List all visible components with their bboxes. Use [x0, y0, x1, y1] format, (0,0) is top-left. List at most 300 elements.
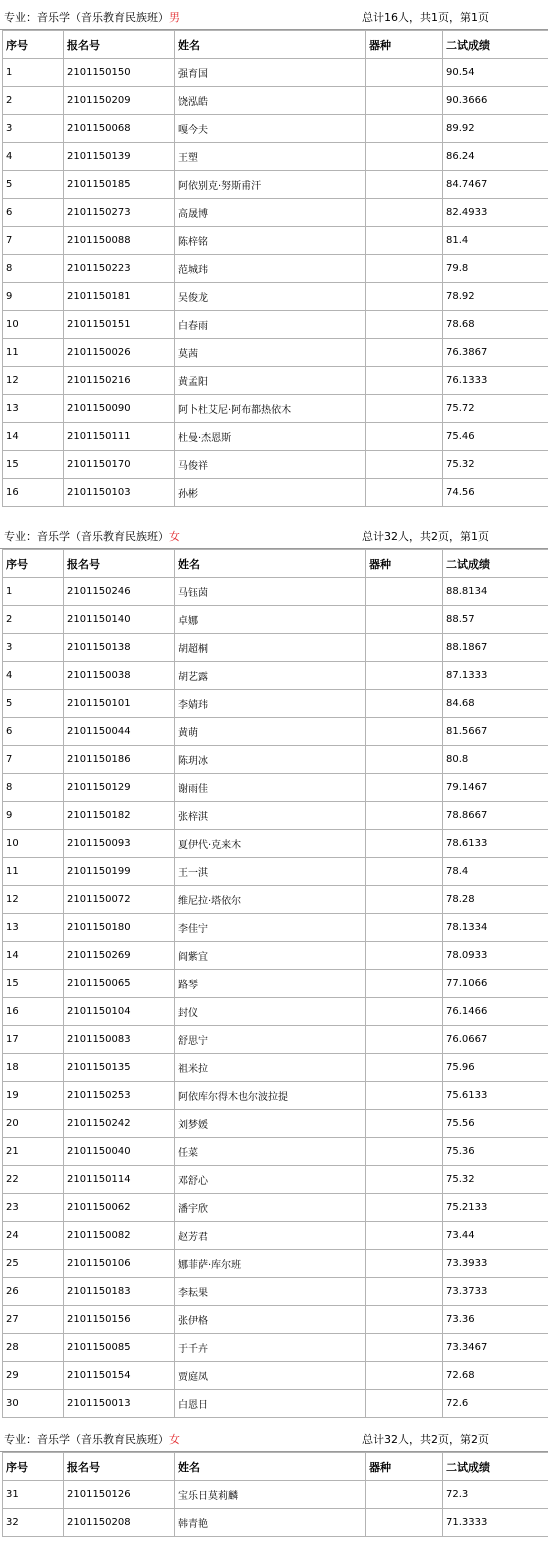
instrument-cell: [366, 479, 443, 507]
major-label: 专业：音乐学（音乐教育民族班）: [4, 11, 169, 24]
score-cell: 76.1333: [443, 367, 548, 395]
name-cell: 杜曼·杰恩斯: [175, 423, 366, 451]
registration-number-cell: 2101150223: [64, 255, 175, 283]
instrument-cell: [366, 227, 443, 255]
registration-number-cell: 2101150044: [64, 718, 175, 746]
column-header-seq: 序号: [3, 31, 64, 59]
gender-label: 女: [169, 530, 180, 543]
seq-cell: 8: [3, 255, 64, 283]
instrument-cell: [366, 858, 443, 886]
major-label: 专业：音乐学（音乐教育民族班）: [4, 530, 169, 543]
registration-number-cell: 2101150013: [64, 1390, 175, 1418]
name-cell: 李佳宁: [175, 914, 366, 942]
name-cell: 白恩日: [175, 1390, 366, 1418]
instrument-cell: [366, 311, 443, 339]
column-header-id: 报名号: [64, 1453, 175, 1481]
name-cell: 黄萌: [175, 718, 366, 746]
registration-number-cell: 2101150182: [64, 802, 175, 830]
name-cell: 王塑: [175, 143, 366, 171]
instrument-cell: [366, 886, 443, 914]
score-cell: 76.0667: [443, 1026, 548, 1054]
seq-cell: 4: [3, 662, 64, 690]
table-row: [3, 1054, 548, 1082]
instrument-cell: [366, 578, 443, 606]
seq-cell: 24: [3, 1222, 64, 1250]
registration-number-cell: 2101150101: [64, 690, 175, 718]
seq-cell: 27: [3, 1306, 64, 1334]
instrument-cell: [366, 830, 443, 858]
table-row: [3, 339, 548, 367]
name-cell: 马钰茵: [175, 578, 366, 606]
seq-cell: 19: [3, 1082, 64, 1110]
score-cell: 89.92: [443, 115, 548, 143]
score-cell: 88.8134: [443, 578, 548, 606]
table-row: [3, 87, 548, 115]
instrument-cell: [366, 1054, 443, 1082]
major-title: [4, 528, 180, 544]
registration-number-cell: 2101150140: [64, 606, 175, 634]
registration-number-cell: 2101150085: [64, 1334, 175, 1362]
instrument-cell: [366, 395, 443, 423]
instrument-cell: [366, 1138, 443, 1166]
seq-cell: 18: [3, 1054, 64, 1082]
seq-cell: 22: [3, 1166, 64, 1194]
table-row: [3, 914, 548, 942]
registration-number-cell: 2101150209: [64, 87, 175, 115]
instrument-cell: [366, 662, 443, 690]
seq-cell: 4: [3, 143, 64, 171]
seq-cell: 29: [3, 1362, 64, 1390]
page-info: 总计16人，共1页，第1页: [362, 11, 489, 24]
score-cell: 78.68: [443, 311, 548, 339]
instrument-cell: [366, 1194, 443, 1222]
name-cell: 张伊格: [175, 1306, 366, 1334]
seq-cell: 3: [3, 634, 64, 662]
instrument-cell: [366, 634, 443, 662]
score-cell: 73.44: [443, 1222, 548, 1250]
table-row: [3, 634, 548, 662]
score-cell: 76.3867: [443, 339, 548, 367]
name-cell: 饶泓皓: [175, 87, 366, 115]
table-row: [3, 1222, 548, 1250]
name-cell: 莫茜: [175, 339, 366, 367]
section-header: [0, 0, 548, 30]
name-cell: 高晟博: [175, 199, 366, 227]
score-cell: 75.72: [443, 395, 548, 423]
column-header-instrument: 器种: [366, 31, 443, 59]
registration-number-cell: 2101150062: [64, 1194, 175, 1222]
registration-number-cell: 2101150208: [64, 1509, 175, 1537]
registration-number-cell: 2101150082: [64, 1222, 175, 1250]
instrument-cell: [366, 914, 443, 942]
table-row: [3, 227, 548, 255]
table-row: [3, 479, 548, 507]
name-cell: 王一淇: [175, 858, 366, 886]
seq-cell: 11: [3, 339, 64, 367]
score-cell: 84.7467: [443, 171, 548, 199]
name-cell: 宝乐日莫莉麟: [175, 1481, 366, 1509]
score-cell: 81.4: [443, 227, 548, 255]
name-cell: 潘宇欣: [175, 1194, 366, 1222]
registration-number-cell: 2101150154: [64, 1362, 175, 1390]
instrument-cell: [366, 1166, 443, 1194]
name-cell: 白春雨: [175, 311, 366, 339]
instrument-cell: [366, 746, 443, 774]
seq-cell: 2: [3, 87, 64, 115]
instrument-cell: [366, 115, 443, 143]
score-cell: 84.68: [443, 690, 548, 718]
registration-number-cell: 2101150151: [64, 311, 175, 339]
table-row: [3, 1194, 548, 1222]
name-cell: 阿卜杜艾尼·阿布都热依木: [175, 395, 366, 423]
instrument-cell: [366, 718, 443, 746]
score-cell: 72.68: [443, 1362, 548, 1390]
table-row: [3, 746, 548, 774]
registration-number-cell: 2101150186: [64, 746, 175, 774]
seq-cell: 23: [3, 1194, 64, 1222]
name-cell: 贾庭凤: [175, 1362, 366, 1390]
score-cell: 75.2133: [443, 1194, 548, 1222]
score-cell: 79.1467: [443, 774, 548, 802]
seq-cell: 14: [3, 423, 64, 451]
seq-cell: 26: [3, 1278, 64, 1306]
seq-cell: 11: [3, 858, 64, 886]
gender-label: 男: [169, 11, 180, 24]
table-row: [3, 451, 548, 479]
table-row: [3, 1110, 548, 1138]
table-row: [3, 1026, 548, 1054]
table-row: [3, 1334, 548, 1362]
seq-cell: 15: [3, 970, 64, 998]
table-row: [3, 1138, 548, 1166]
score-cell: 75.36: [443, 1138, 548, 1166]
name-cell: 祖米拉: [175, 1054, 366, 1082]
table-row: [3, 662, 548, 690]
score-cell: 79.8: [443, 255, 548, 283]
table-row: [3, 578, 548, 606]
score-cell: 75.56: [443, 1110, 548, 1138]
registration-number-cell: 2101150138: [64, 634, 175, 662]
major-title: [4, 9, 180, 25]
registration-number-cell: 2101150199: [64, 858, 175, 886]
score-cell: 78.8667: [443, 802, 548, 830]
name-cell: 范城玮: [175, 255, 366, 283]
registration-number-cell: 2101150216: [64, 367, 175, 395]
table-row: [3, 970, 548, 998]
seq-cell: 2: [3, 606, 64, 634]
score-cell: 75.96: [443, 1054, 548, 1082]
score-cell: 75.46: [443, 423, 548, 451]
column-header-seq: 序号: [3, 1453, 64, 1481]
score-table: [2, 1452, 548, 1537]
seq-cell: 13: [3, 395, 64, 423]
score-table: [2, 549, 548, 1418]
score-cell: 80.8: [443, 746, 548, 774]
name-cell: 路琴: [175, 970, 366, 998]
seq-cell: 21: [3, 1138, 64, 1166]
registration-number-cell: 2101150273: [64, 199, 175, 227]
registration-number-cell: 2101150135: [64, 1054, 175, 1082]
score-cell: 73.36: [443, 1306, 548, 1334]
table-row: [3, 774, 548, 802]
table-row: [3, 830, 548, 858]
name-cell: 邓舒心: [175, 1166, 366, 1194]
registration-number-cell: 2101150170: [64, 451, 175, 479]
table-row: [3, 59, 548, 87]
name-cell: 谢雨佳: [175, 774, 366, 802]
instrument-cell: [366, 1509, 443, 1537]
name-cell: 卓娜: [175, 606, 366, 634]
seq-cell: 10: [3, 830, 64, 858]
registration-number-cell: 2101150181: [64, 283, 175, 311]
score-cell: 71.3333: [443, 1509, 548, 1537]
score-cell: 77.1066: [443, 970, 548, 998]
instrument-cell: [366, 1390, 443, 1418]
registration-number-cell: 2101150156: [64, 1306, 175, 1334]
table-section: [0, 519, 548, 1418]
instrument-cell: [366, 171, 443, 199]
table-row: [3, 1278, 548, 1306]
name-cell: 任菜: [175, 1138, 366, 1166]
instrument-cell: [366, 1082, 443, 1110]
score-cell: 78.6133: [443, 830, 548, 858]
page-info: 总计32人，共2页，第2页: [362, 1433, 489, 1446]
registration-number-cell: 2101150253: [64, 1082, 175, 1110]
score-cell: 90.54: [443, 59, 548, 87]
score-cell: 72.6: [443, 1390, 548, 1418]
name-cell: 刘梦媛: [175, 1110, 366, 1138]
score-cell: 81.5667: [443, 718, 548, 746]
name-cell: 李婧玮: [175, 690, 366, 718]
score-cell: 75.32: [443, 451, 548, 479]
instrument-cell: [366, 143, 443, 171]
gender-label: 女: [169, 1433, 180, 1446]
name-cell: 李耘果: [175, 1278, 366, 1306]
score-cell: 82.4933: [443, 199, 548, 227]
table-row: [3, 690, 548, 718]
registration-number-cell: 2101150026: [64, 339, 175, 367]
name-cell: 胡艺露: [175, 662, 366, 690]
instrument-cell: [366, 606, 443, 634]
name-cell: 胡超桐: [175, 634, 366, 662]
table-row: [3, 1362, 548, 1390]
score-cell: 73.3733: [443, 1278, 548, 1306]
column-header-instrument: 器种: [366, 1453, 443, 1481]
seq-cell: 6: [3, 718, 64, 746]
table-row: [3, 255, 548, 283]
score-cell: 87.1333: [443, 662, 548, 690]
instrument-cell: [366, 774, 443, 802]
instrument-cell: [366, 339, 443, 367]
instrument-cell: [366, 1110, 443, 1138]
seq-cell: 8: [3, 774, 64, 802]
seq-cell: 9: [3, 283, 64, 311]
instrument-cell: [366, 1250, 443, 1278]
registration-number-cell: 2101150269: [64, 942, 175, 970]
score-cell: 75.6133: [443, 1082, 548, 1110]
registration-number-cell: 2101150103: [64, 479, 175, 507]
registration-number-cell: 2101150126: [64, 1481, 175, 1509]
name-cell: 韩青艳: [175, 1509, 366, 1537]
column-header-score: 二试成绩: [443, 31, 548, 59]
score-cell: 73.3933: [443, 1250, 548, 1278]
registration-number-cell: 2101150104: [64, 998, 175, 1026]
table-row: [3, 115, 548, 143]
instrument-cell: [366, 199, 443, 227]
name-cell: 维尼拉·塔依尔: [175, 886, 366, 914]
name-cell: 陈玥冰: [175, 746, 366, 774]
table-row: [3, 367, 548, 395]
registration-number-cell: 2101150106: [64, 1250, 175, 1278]
seq-cell: 17: [3, 1026, 64, 1054]
table-row: [3, 1509, 548, 1537]
name-cell: 娜菲萨·库尔班: [175, 1250, 366, 1278]
seq-cell: 9: [3, 802, 64, 830]
column-header-id: 报名号: [64, 550, 175, 578]
registration-number-cell: 2101150093: [64, 830, 175, 858]
section-header: [0, 1422, 548, 1452]
instrument-cell: [366, 1481, 443, 1509]
instrument-cell: [366, 283, 443, 311]
registration-number-cell: 2101150065: [64, 970, 175, 998]
score-cell: 86.24: [443, 143, 548, 171]
seq-cell: 28: [3, 1334, 64, 1362]
registration-number-cell: 2101150111: [64, 423, 175, 451]
name-cell: 封仪: [175, 998, 366, 1026]
registration-number-cell: 2101150139: [64, 143, 175, 171]
name-cell: 吴俊龙: [175, 283, 366, 311]
column-header-score: 二试成绩: [443, 550, 548, 578]
name-cell: 陈梓铭: [175, 227, 366, 255]
column-header-name: 姓名: [175, 31, 366, 59]
name-cell: 舒思宁: [175, 1026, 366, 1054]
table-header-row: [3, 1453, 548, 1481]
registration-number-cell: 2101150038: [64, 662, 175, 690]
seq-cell: 16: [3, 479, 64, 507]
instrument-cell: [366, 802, 443, 830]
registration-number-cell: 2101150246: [64, 578, 175, 606]
table-row: [3, 998, 548, 1026]
score-cell: 78.28: [443, 886, 548, 914]
score-cell: 78.4: [443, 858, 548, 886]
table-header-row: [3, 31, 548, 59]
instrument-cell: [366, 998, 443, 1026]
registration-number-cell: 2101150150: [64, 59, 175, 87]
registration-number-cell: 2101150083: [64, 1026, 175, 1054]
table-header-row: [3, 550, 548, 578]
instrument-cell: [366, 367, 443, 395]
score-cell: 73.3467: [443, 1334, 548, 1362]
registration-number-cell: 2101150242: [64, 1110, 175, 1138]
table-row: [3, 423, 548, 451]
table-row: [3, 606, 548, 634]
instrument-cell: [366, 942, 443, 970]
name-cell: 阿依别克·努斯甫汗: [175, 171, 366, 199]
instrument-cell: [366, 59, 443, 87]
instrument-cell: [366, 1306, 443, 1334]
registration-number-cell: 2101150090: [64, 395, 175, 423]
seq-cell: 3: [3, 115, 64, 143]
name-cell: 赵芳君: [175, 1222, 366, 1250]
section-header: [0, 519, 548, 549]
column-header-score: 二试成绩: [443, 1453, 548, 1481]
score-cell: 88.57: [443, 606, 548, 634]
table-section: [0, 0, 548, 507]
instrument-cell: [366, 1334, 443, 1362]
instrument-cell: [366, 1362, 443, 1390]
name-cell: 夏伊代·克来木: [175, 830, 366, 858]
table-row: [3, 1306, 548, 1334]
page-info: 总计32人，共2页，第1页: [362, 530, 489, 543]
table-row: [3, 942, 548, 970]
seq-cell: 16: [3, 998, 64, 1026]
score-cell: 90.3666: [443, 87, 548, 115]
score-cell: 74.56: [443, 479, 548, 507]
table-row: [3, 1390, 548, 1418]
score-cell: 78.92: [443, 283, 548, 311]
table-row: [3, 1082, 548, 1110]
instrument-cell: [366, 1222, 443, 1250]
name-cell: 黄孟阳: [175, 367, 366, 395]
column-header-name: 姓名: [175, 550, 366, 578]
instrument-cell: [366, 690, 443, 718]
name-cell: 孙彬: [175, 479, 366, 507]
table-row: [3, 1481, 548, 1509]
seq-cell: 32: [3, 1509, 64, 1537]
instrument-cell: [366, 970, 443, 998]
seq-cell: 13: [3, 914, 64, 942]
registration-number-cell: 2101150180: [64, 914, 175, 942]
seq-cell: 6: [3, 199, 64, 227]
seq-cell: 15: [3, 451, 64, 479]
seq-cell: 7: [3, 746, 64, 774]
table-row: [3, 1166, 548, 1194]
score-cell: 78.0933: [443, 942, 548, 970]
name-cell: 张梓淇: [175, 802, 366, 830]
seq-cell: 12: [3, 367, 64, 395]
seq-cell: 20: [3, 1110, 64, 1138]
table-row: [3, 171, 548, 199]
score-cell: 76.1466: [443, 998, 548, 1026]
table-row: [3, 143, 548, 171]
instrument-cell: [366, 1278, 443, 1306]
name-cell: 于千卉: [175, 1334, 366, 1362]
score-cell: 75.32: [443, 1166, 548, 1194]
registration-number-cell: 2101150068: [64, 115, 175, 143]
seq-cell: 31: [3, 1481, 64, 1509]
seq-cell: 14: [3, 942, 64, 970]
major-title: [4, 1431, 180, 1447]
table-row: [3, 1250, 548, 1278]
column-header-name: 姓名: [175, 1453, 366, 1481]
score-table: [2, 30, 548, 507]
seq-cell: 30: [3, 1390, 64, 1418]
seq-cell: 7: [3, 227, 64, 255]
seq-cell: 25: [3, 1250, 64, 1278]
score-cell: 78.1334: [443, 914, 548, 942]
instrument-cell: [366, 255, 443, 283]
name-cell: 马俊祥: [175, 451, 366, 479]
registration-number-cell: 2101150072: [64, 886, 175, 914]
table-row: [3, 199, 548, 227]
instrument-cell: [366, 87, 443, 115]
name-cell: 嘎今夫: [175, 115, 366, 143]
table-row: [3, 395, 548, 423]
registration-number-cell: 2101150185: [64, 171, 175, 199]
major-label: 专业：音乐学（音乐教育民族班）: [4, 1433, 169, 1446]
instrument-cell: [366, 423, 443, 451]
registration-number-cell: 2101150088: [64, 227, 175, 255]
